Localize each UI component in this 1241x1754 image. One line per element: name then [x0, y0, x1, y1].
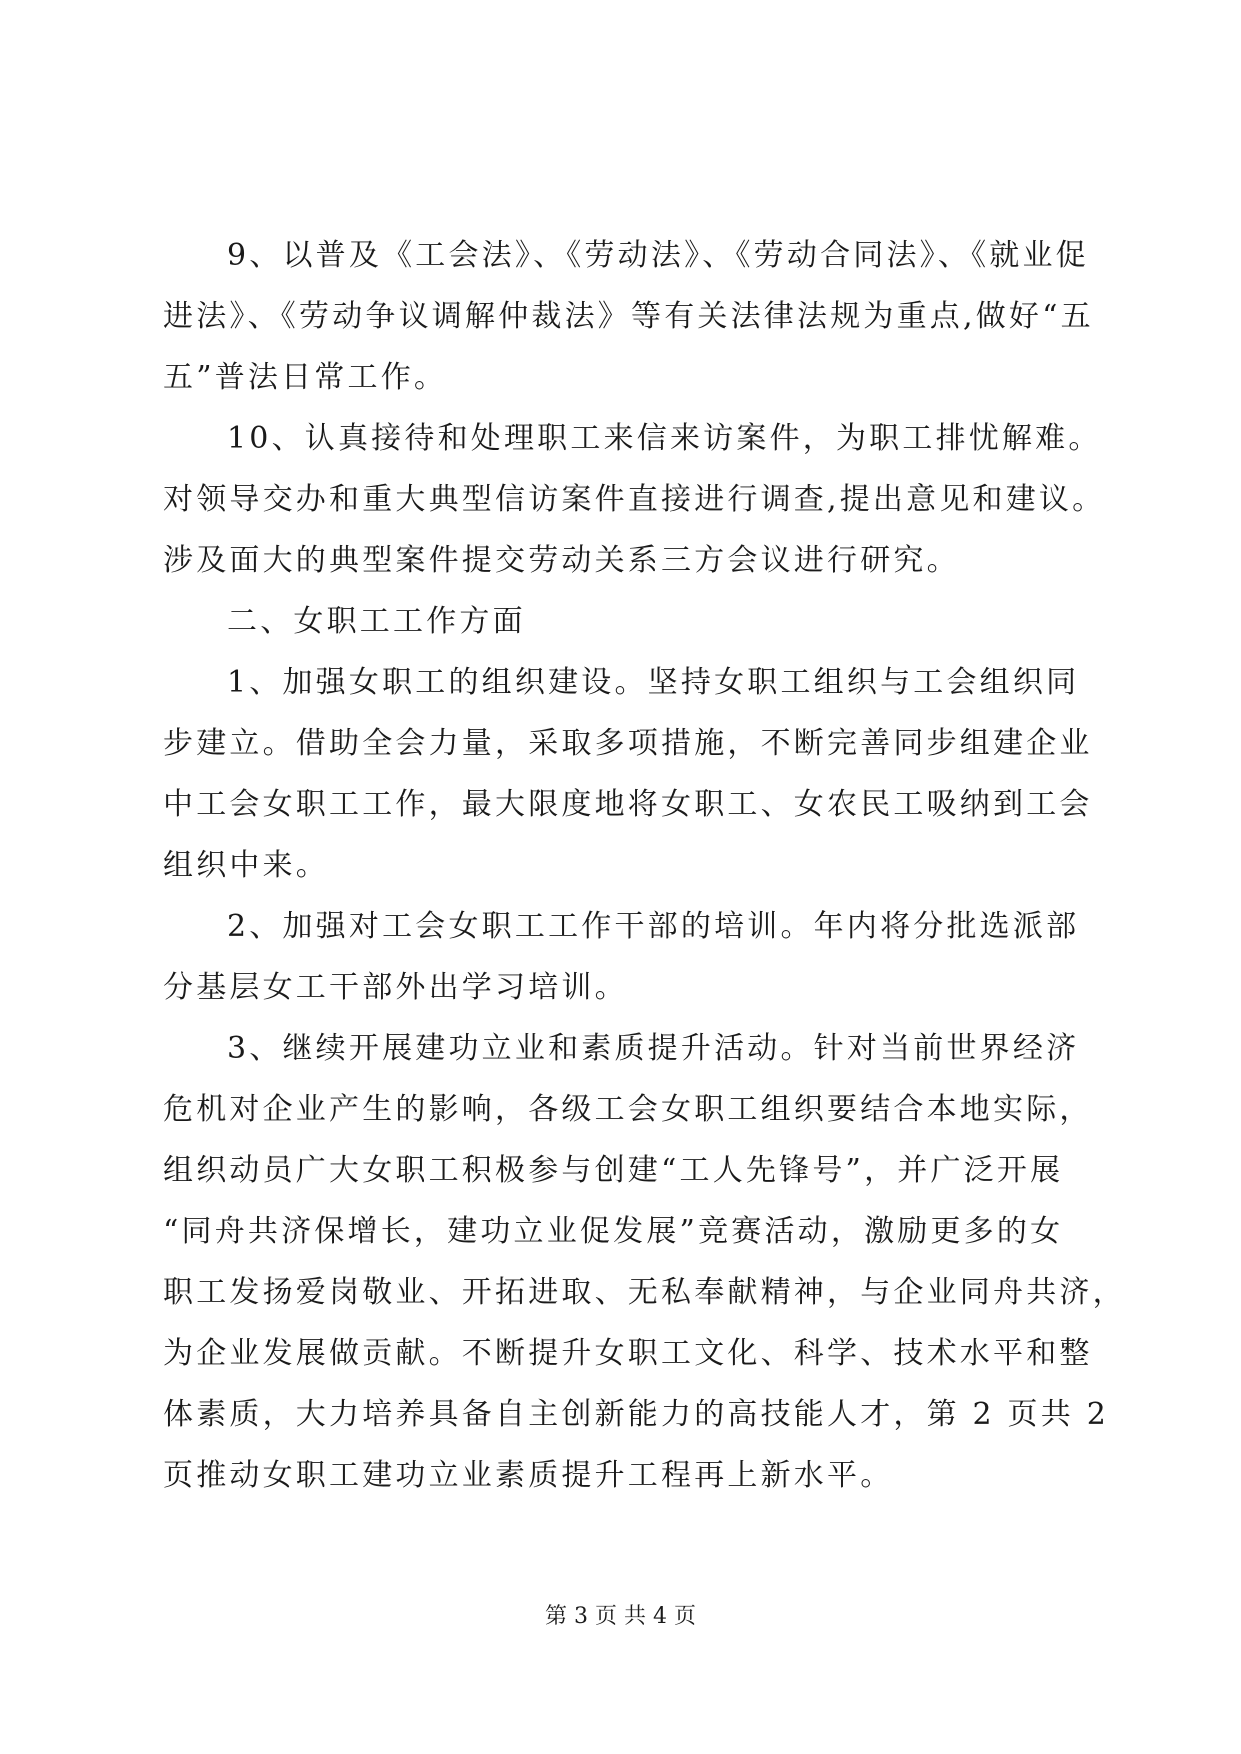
paragraph-10-line-2: 对领导交办和重大典型信访案件直接进行调查,提出意见和建议。	[163, 482, 1106, 517]
paragraph-2-line-1: 2、加强对工会女职工工作干部的培训。年内将分批选派部	[227, 909, 1080, 944]
paragraph-10-line-1: 10、认真接待和处理职工来信来访案件，为职工排忧解难。	[227, 421, 1102, 456]
paragraph-3-line-6: 为企业发展做贡献。不断提升女职工文化、科学、技术水平和整	[163, 1336, 1093, 1371]
paragraph-3-line-5: 职工发扬爱岗敬业、开拓进取、无私奉献精神，与企业同舟共济，	[163, 1275, 1126, 1310]
paragraph-3-line-1: 3、继续开展建功立业和素质提升活动。针对当前世界经济	[227, 1031, 1080, 1066]
paragraph-2-line-2: 分基层女工干部外出学习培训。	[163, 970, 628, 1005]
section-heading-women-workers: 二、女职工工作方面	[227, 604, 526, 639]
paragraph-9-line-2: 进法》、《劳动争议调解仲裁法》等有关法律法规为重点,做好“五	[163, 299, 1094, 334]
paragraph-3-line-4: “同舟共济保增长，建功立业促发展”竞赛活动，激励更多的女	[163, 1214, 1064, 1249]
paragraph-1-line-4: 组织中来。	[163, 848, 329, 883]
paragraph-3-line-8: 页推动女职工建功立业素质提升工程再上新水平。	[163, 1458, 894, 1493]
paragraph-9-line-3: 五”普法日常工作。	[163, 360, 448, 395]
paragraph-1-line-2: 步建立。借助全会力量，采取多项措施，不断完善同步组建企业	[163, 726, 1093, 761]
document-body	[163, 225, 1126, 1506]
paragraph-10-line-3: 涉及面大的典型案件提交劳动关系三方会议进行研究。	[163, 543, 960, 578]
paragraph-3-line-7: 体素质，大力培养具备自主创新能力的高技能人才，第 2 页共 2	[163, 1397, 1109, 1432]
paragraph-9-line-1: 9、以普及《工会法》、《劳动法》、《劳动合同法》、《就业促	[227, 238, 1089, 273]
paragraph-3-line-2: 危机对企业产生的影响，各级工会女职工组织要结合本地实际，	[163, 1092, 1093, 1127]
paragraph-1-line-3: 中工会女职工工作，最大限度地将女职工、女农民工吸纳到工会	[163, 787, 1093, 822]
paragraph-1-line-1: 1、加强女职工的组织建设。坚持女职工组织与工会组织同	[227, 665, 1080, 700]
paragraph-3-line-3: 组织动员广大女职工积极参与创建“工人先锋号”，并广泛开展	[163, 1153, 1064, 1188]
page-footer: 第 3 页 共 4 页	[545, 1604, 696, 1629]
